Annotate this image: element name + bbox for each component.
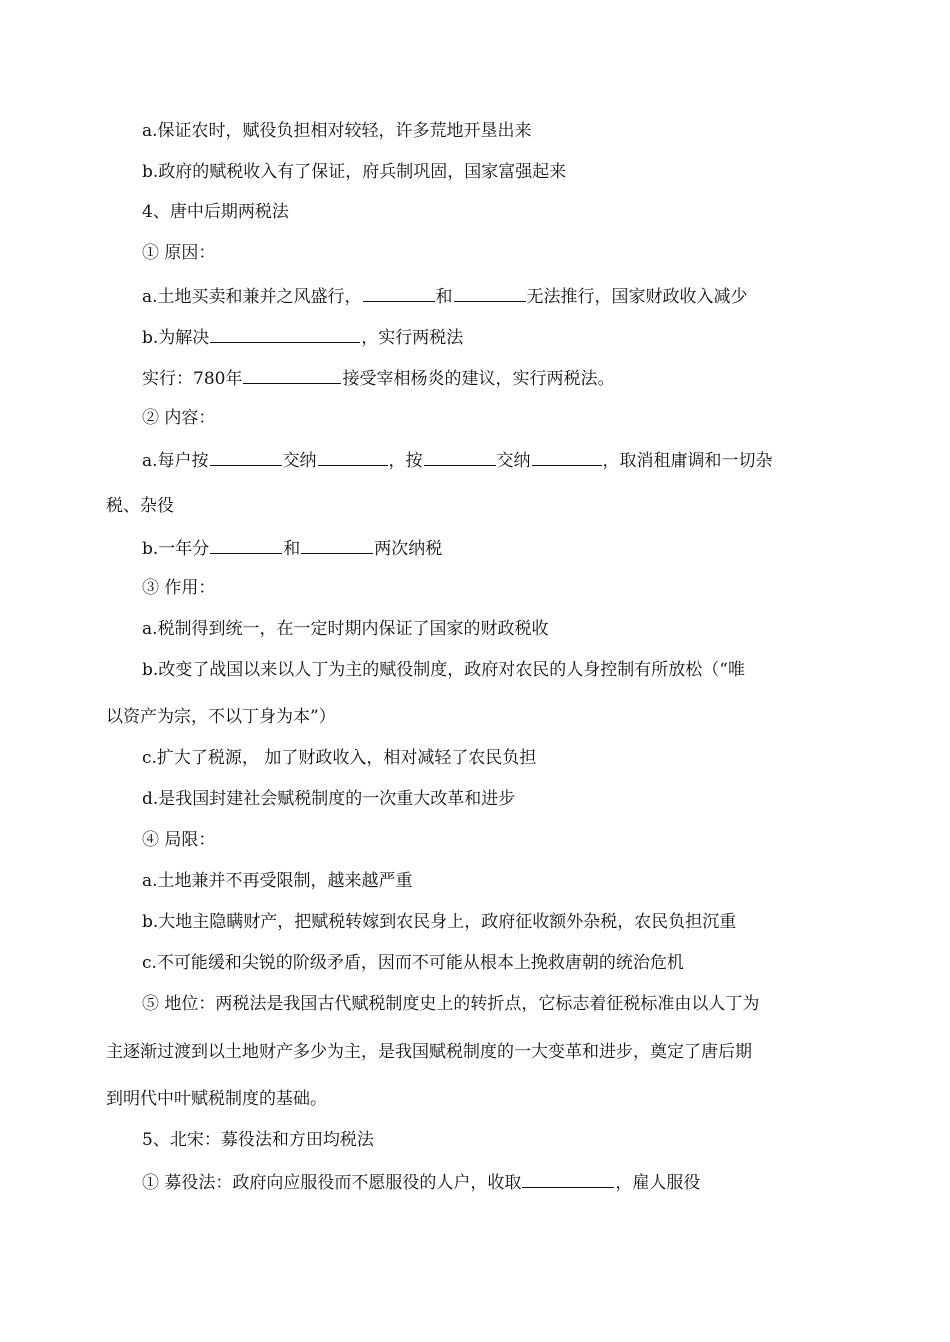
fill-blank [301,535,373,554]
line-text: 主逐渐过渡到以土地财产多少为主，是我国赋税制度的一大变革和进步，奠定了唐后期 [106,1042,752,1062]
line-text: ，取消租庸调和一切杂 [602,451,773,471]
text-line [0,324,950,350]
text-line [0,746,950,770]
fill-blank [243,365,341,384]
line-text: ② 内容： [142,408,216,428]
text-line [0,910,950,934]
text-line [0,1040,950,1064]
line-text: 接受宰相杨炎的建议，实行两税法。 [342,369,615,389]
line-text: c.扩大了税源， 加了财政收入，相对减轻了农民负担 [142,748,537,768]
line-text: a.每户按 [142,451,209,471]
subheading [0,406,950,430]
fill-blank [424,447,496,466]
line-text: 交纳 [282,451,317,471]
line-text: a.土地买卖和兼并之风盛行， [142,287,362,307]
line-text: 税、杂役 [106,496,174,516]
text-line [0,494,950,518]
line-text: a.税制得到统一，在一定时期内保证了国家的财政税收 [142,619,549,639]
subheading [0,828,950,852]
line-text: ④ 局限： [142,830,216,850]
line-text: b.一年分 [142,539,210,559]
line-text: a.保证农时，赋役负担相对较轻，许多荒地开垦出来 [142,121,532,141]
line-text: b.改变了战国以来以人丁为主的赋役制度，政府对农民的人身控制有所放松（“唯 [142,660,745,680]
line-text: d.是我国封建社会赋税制度的一次重大改革和进步 [142,789,516,809]
fill-blank [454,283,526,302]
line-text: 4、唐中后期两税法 [142,202,289,222]
line-text: b.为解决 [142,328,210,348]
text-line [0,992,950,1016]
line-text: 实行：780年 [142,369,243,389]
text-line [0,283,950,309]
text-line [0,160,950,184]
line-text: b.大地主隐瞒财产，把赋税转嫁到农民身上，政府征收额外杂税，农民负担沉重 [142,912,737,932]
line-text: 5、北宋：募役法和方田均税法 [142,1130,374,1150]
text-line [0,705,950,729]
text-line [0,1169,950,1195]
subheading [0,241,950,265]
text-line [0,951,950,975]
text-line [0,535,950,561]
line-text: ，按 [388,451,423,471]
fill-blank [532,447,602,466]
line-text: a.土地兼并不再受限制，越来越严重 [142,871,413,891]
line-text: 两次纳税 [374,539,443,559]
fill-blank [210,535,282,554]
line-text: ③ 作用： [142,578,216,598]
line-text: b.政府的赋税收入有了保证，府兵制巩固，国家富强起来 [142,162,567,182]
line-text: 以资产为宗，不以丁身为本”） [106,707,336,727]
line-text: 无法推行，国家财政收入减少 [526,287,748,307]
text-line [0,658,950,682]
section-heading [0,1128,950,1152]
fill-blank [363,283,435,302]
fill-blank [210,447,282,466]
text-line [0,787,950,811]
section-heading [0,200,950,224]
text-line [0,119,950,143]
fill-blank [318,447,388,466]
text-line [0,365,950,391]
text-line [0,869,950,893]
fill-blank [210,324,360,343]
line-text: 和 [283,539,301,559]
line-text: c.不可能缓和尖锐的阶级矛盾，因而不可能从根本上挽救唐朝的统治危机 [142,953,684,973]
text-line [0,617,950,641]
line-text: ，实行两税法 [361,328,464,348]
line-text: 到明代中叶赋税制度的基础。 [106,1089,327,1109]
line-text: ，雇人服役 [615,1173,701,1193]
text-line [0,447,950,473]
line-text: 交纳 [496,451,531,471]
line-text: ⑤ 地位：两税法是我国古代赋税制度史上的转折点，它标志着征税标准由以人丁为 [142,994,760,1014]
line-text: 和 [435,287,453,307]
line-text: ① 募役法：政府向应服役而不愿服役的人户，收取 [142,1173,522,1193]
subheading [0,576,950,600]
text-line [0,1087,950,1111]
line-text: ① 原因： [142,243,216,263]
fill-blank [522,1169,614,1188]
